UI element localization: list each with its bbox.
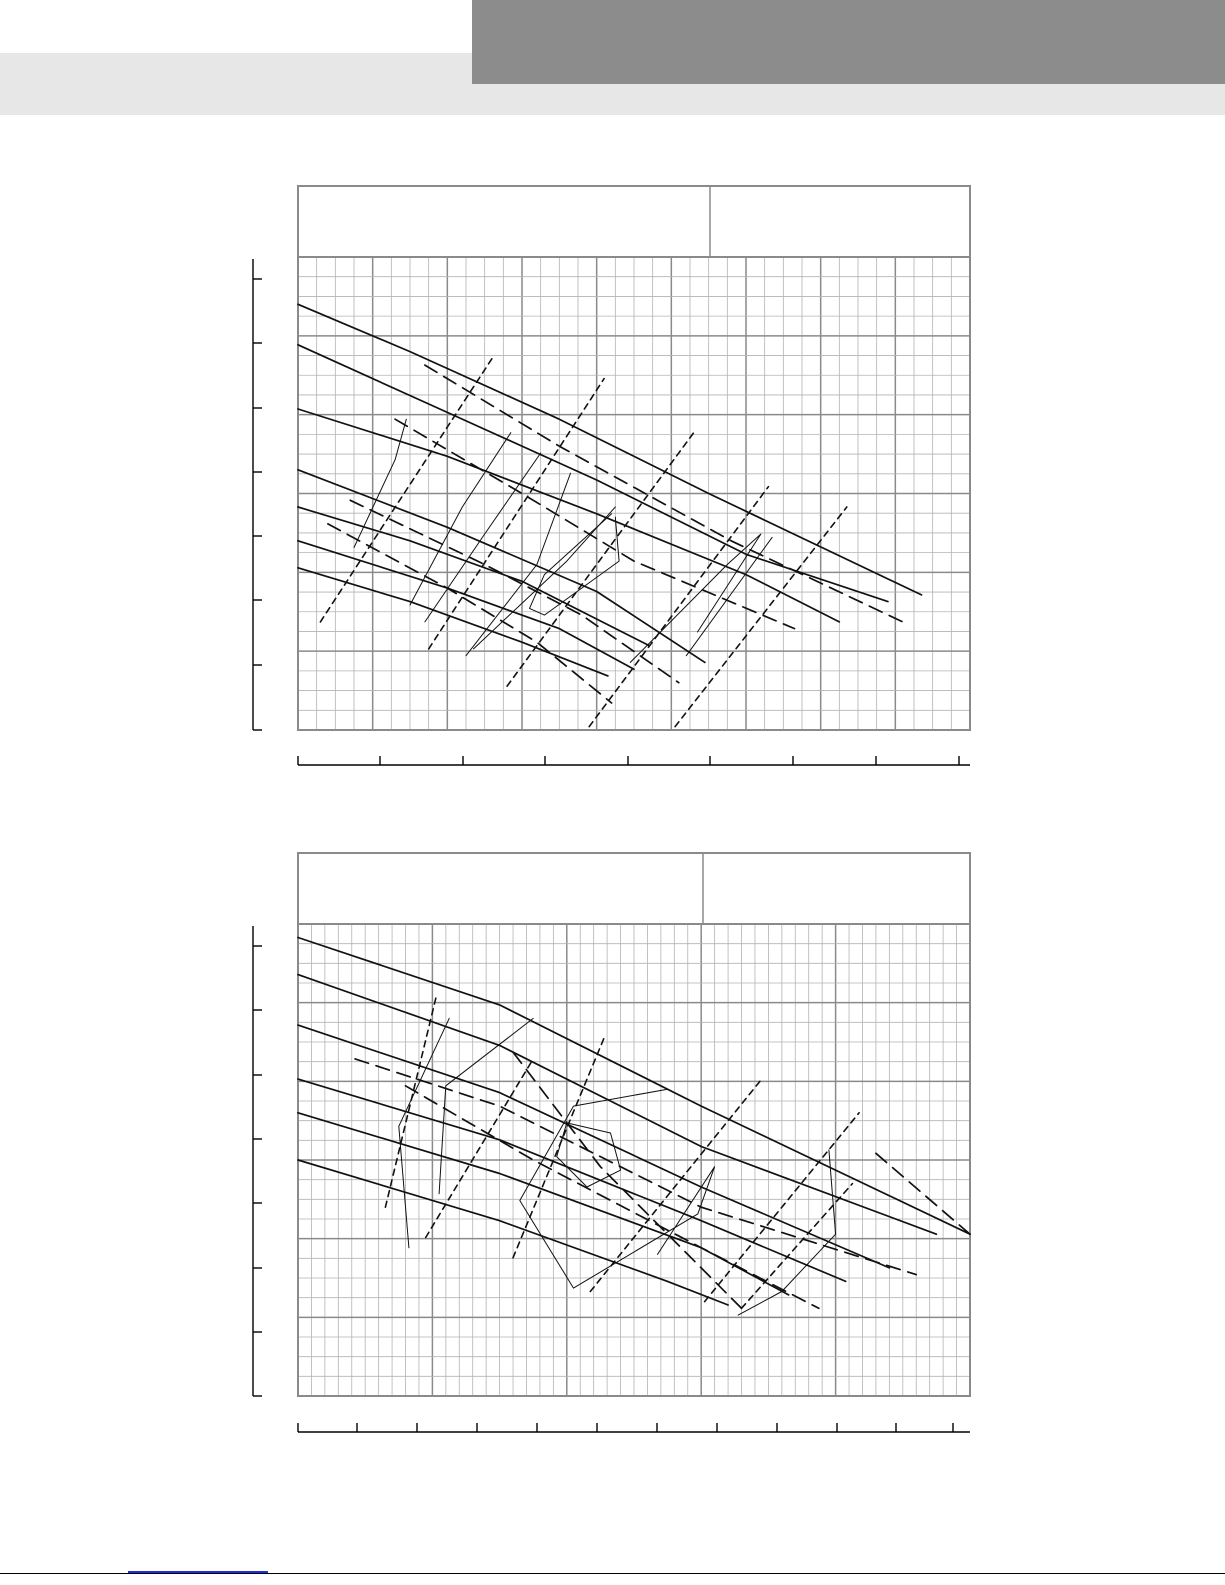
chart-1-series-19-thin: [425, 453, 541, 622]
chart-1-series-17-thin: [354, 419, 406, 547]
chart-2-header-box: [298, 853, 970, 924]
chart-1-series-21-thin: [474, 507, 616, 649]
chart-2-series-2-solid: [298, 975, 936, 1235]
footer-rule: [0, 1573, 1225, 1574]
chart-2-series-17-thin: [399, 1018, 449, 1247]
chart-1-series-24-loop: [530, 514, 620, 615]
chart-1-series-14-shortdash: [507, 433, 694, 686]
chart-1-series-11-longdash: [328, 524, 612, 703]
chart-1-series-2-solid: [298, 345, 888, 602]
chart-1-series-9-longdash: [395, 419, 794, 628]
chart-2-series-10-longdash: [876, 1153, 970, 1234]
chart-2-series-14-shortdash: [590, 1079, 761, 1291]
chart-2-series-11-shortdash: [385, 998, 435, 1207]
chart-1-header-box: [298, 186, 970, 257]
footer-link[interactable]: [128, 1571, 268, 1573]
chart-2-series-9-longdash: [513, 1052, 742, 1308]
chart-1-series-3-solid: [298, 409, 839, 622]
chart-2-series-7-longdash: [355, 1059, 916, 1275]
chart-2-series-20-thin: [738, 1150, 835, 1315]
chart-2-series-8-longdash: [406, 1086, 819, 1309]
